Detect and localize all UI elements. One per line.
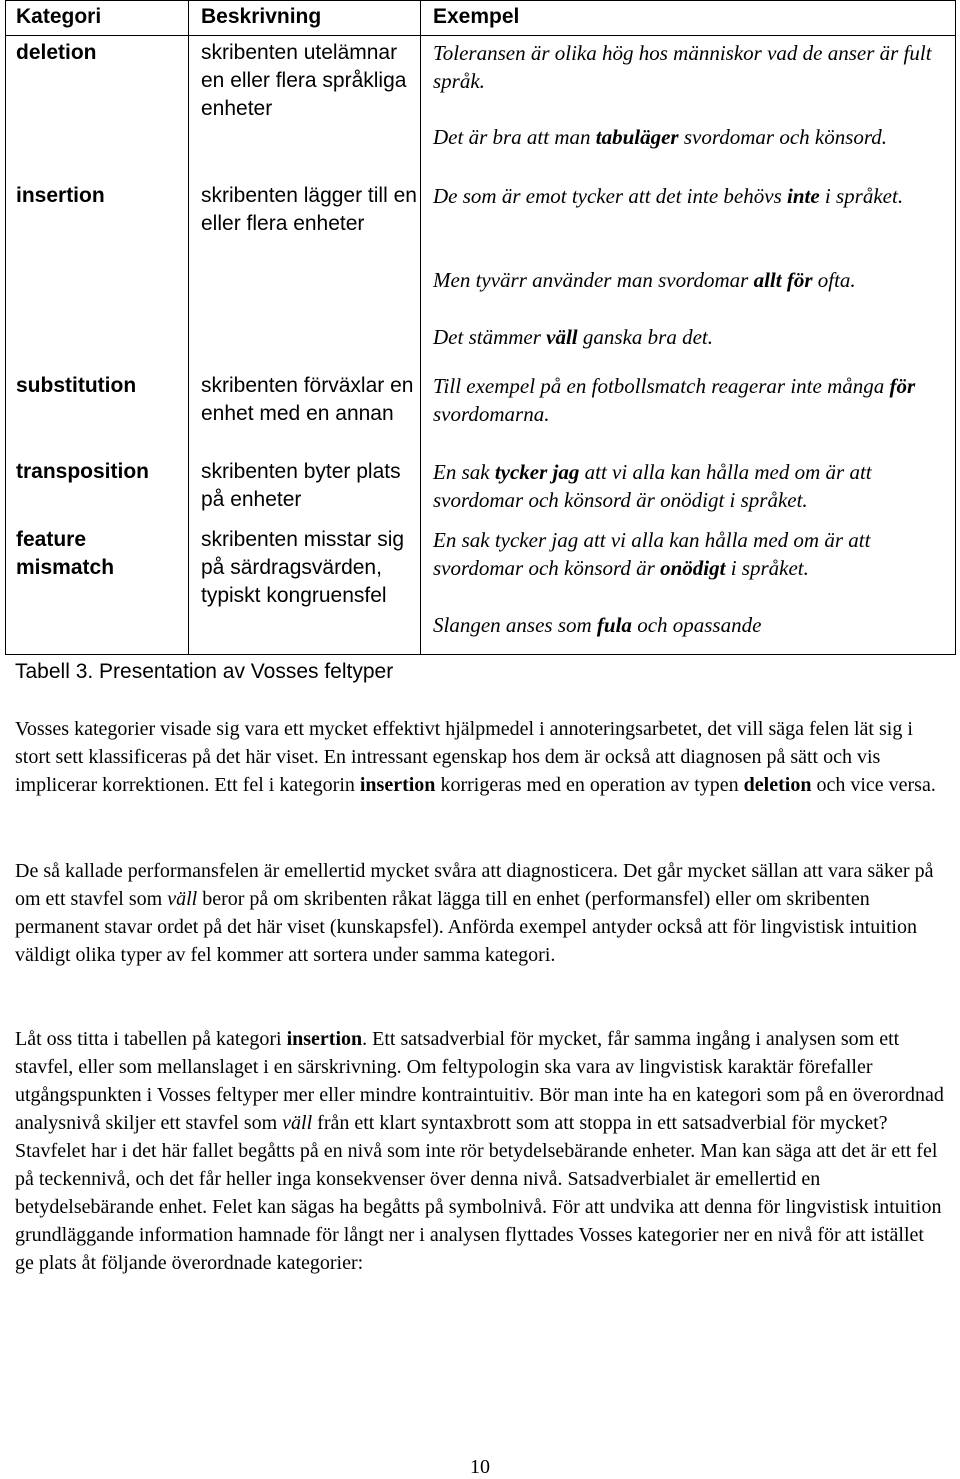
column-divider xyxy=(188,1,189,654)
example-text: Det är bra att man tabuläger svordomar och könsord. xyxy=(433,125,888,149)
description-insertion: skribenten lägger till en eller flera enheter xyxy=(201,184,417,235)
description-substitution: skribenten förväxlar en enhet med en annan xyxy=(201,374,414,425)
example-text: De som är emot tycker att det inte behövs inte i språket. xyxy=(433,184,904,208)
header-kategori: Kategori xyxy=(16,5,102,28)
header-divider xyxy=(6,35,955,36)
error-type-table xyxy=(5,0,956,655)
example-text: En sak tycker jag att vi alla kan hålla med om är att svordomar och könsord är onödigt i språket. xyxy=(433,460,872,512)
example-text: Toleransen är olika hög hos människor vad de anser är fult språk. xyxy=(433,41,932,93)
header-beskrivning: Beskrivning xyxy=(201,5,322,28)
example-text: Slangen anses som fula och opassande xyxy=(433,613,762,637)
description-transposition: skribenten byter plats på enheter xyxy=(201,460,401,511)
example-text: Till exempel på en fotbollsmatch reagerar inte många för svordomarna. xyxy=(433,374,916,426)
body-paragraph: De så kallade performansfelen är emellertid mycket svåra att diagnosticera. Det går mycket sällan att vara säker på om ett stavfel som väll beror på om skribenten råkat lägga till en enhet (performansfel) eller om skribenten permanent stavar ordet på det här viset (kunskapsfel). Anförda exempel antyder också att för lingvistisk intuition väldigt olika typer av fel kommer att sortera under samma kategori. xyxy=(15,860,934,966)
example-text: Det stämmer väll ganska bra det. xyxy=(433,325,713,349)
example-text: En sak tycker jag att vi alla kan hålla med om är att svordomar och könsord är onödigt i språket. xyxy=(433,528,871,580)
description-deletion: skribenten utelämnar en eller flera språkliga enheter xyxy=(201,41,407,120)
category-deletion: deletion xyxy=(16,41,97,64)
body-paragraph: Vosses kategorier visade sig vara ett mycket effektivt hjälpmedel i annoteringsarbetet, det vill säga felen lät sig i stort sett klassificeras på det här viset. En intressant egenskap hos dem är också att diagnosen på sätt och vis implicerar korrektionen. Ett fel i kategorin insertion korrigeras med en operation av typen deletion och vice versa. xyxy=(15,718,936,796)
table-caption: Tabell 3. Presentation av Vosses feltyper xyxy=(15,660,394,683)
category-insertion: insertion xyxy=(16,184,105,207)
description-feature-mismatch: skribenten misstar sig på särdragsvärden, typiskt kongruensfel xyxy=(201,528,405,607)
body-paragraph: Låt oss titta i tabellen på kategori insertion. Ett satsadverbial för mycket, får samma ingång i analysen som ett stavfel, eller som mellanslaget i en särskrivning. Om feltypologin ska vara av lingvistisk karaktär förefaller utgångspunkten i Vosses feltyper mer eller mindre kontraintuitiv. Bör man inte ha en kategori som på en överordnad analysnivå skiljer ett stavfel som väll från ett klart syntaxbrott som att stoppa in ett satsadverbial för mycket? Stavfelet har i det här fallet begåtts på en nivå som inte rör betydelsebärande enheter. Man kan säga att det är ett fel på teckennivå, och det får heller inga konsekvenser över denna nivå. Satsadverbialet är emellertid en betydelsebärande enhet. Felet kan sägas ha begåtts på symbolnivå. För att undvika att denna för lingvistisk intuition grundläggande information hamnade för långt ner i analysen flyttades Vosses kategorier ner en nivå för att istället ge plats åt följande överordnade kategorier: xyxy=(15,1028,944,1274)
example-text: Men tyvärr använder man svordomar allt för ofta. xyxy=(433,268,856,292)
category-substitution: substitution xyxy=(16,374,137,397)
header-exempel: Exempel xyxy=(433,5,520,28)
page-number: 10 xyxy=(470,1456,490,1478)
category-feature-mismatch: feature mismatch xyxy=(16,528,115,579)
category-transposition: transposition xyxy=(16,460,150,483)
